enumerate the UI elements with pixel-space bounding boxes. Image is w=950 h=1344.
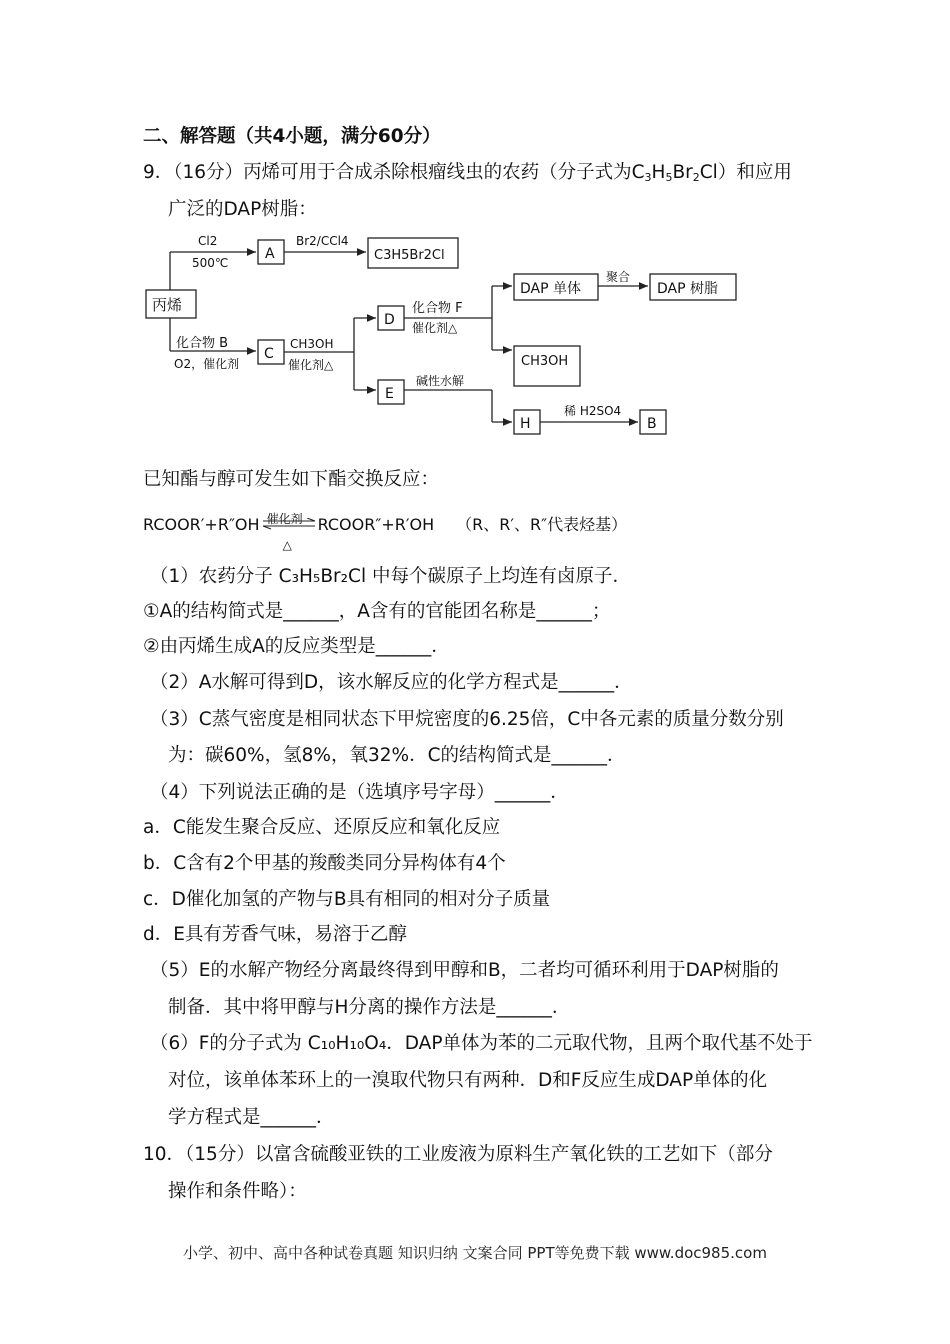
label-H: H (520, 416, 531, 432)
option-a: a．C能发生聚合反应、还原反应和氧化反应 (143, 817, 501, 838)
pesticide-formula: $C_3H_5Br_2Cl$ (631, 162, 718, 184)
q9-part2: （2）A水解可得到D，该水解反应的化学方程式是______． (150, 672, 633, 693)
reaction-heat: △ (282, 538, 292, 552)
q9-part3-line2: 为：碳60%，氢8%，氧32%．C的结构简式是______． (168, 745, 626, 766)
q9-part3-line1: （3）C蒸气密度是相同状态下甲烷密度的6.25倍，C中各元素的质量分数分别 (150, 709, 784, 730)
q9-part6-line1: （6）F的分子式为 C₁₀H₁₀O₄．DAP单体为苯的二元取代物，且两个取代基不处于 (150, 1033, 813, 1054)
q9-part1-1: ①A的结构简式是______，A含有的官能团名称是______； (143, 601, 611, 622)
label-dap-monomer: DAP 单体 (520, 281, 582, 297)
q9-part1: （1）农药分子 C₃H₅Br₂Cl 中每个碳原子上均连有卤原子． (150, 566, 631, 587)
q9-part6-line3: 学方程式是______． (168, 1107, 335, 1128)
q9-part5-line2: 制备．其中将甲醇与H分离的操作方法是______． (168, 997, 571, 1018)
q9-intro-line1 (143, 160, 792, 186)
label-dap-resin: DAP 树脂 (657, 281, 719, 297)
q9-part4: （4）下列说法正确的是（选填序号字母）______． (150, 782, 569, 803)
q10-line1: 10．（15分）以富含硫酸亚铁的工业废液为原料生产氧化铁的工艺如下（部分 (143, 1144, 773, 1165)
q9-part6-line2: 对位，该单体苯环上的一溴取代物只有两种．D和F反应生成DAP单体的化 (168, 1070, 768, 1091)
propylene-label: 丙烯 (152, 296, 183, 314)
reaction-left: RCOOR′+R″OH (143, 515, 260, 534)
page-footer: 小学、初中、高中各种试卷真题 知识归纳 文案合同 PPT等免费下载 www.doc985.com (183, 1244, 767, 1262)
cond-ch3oh: CH3OH (290, 337, 334, 351)
q9-part5-line1: （5）E的水解产物经分离最终得到甲醇和B，二者均可循环利用于DAP树脂的 (150, 960, 779, 981)
cond-compound-F: 化合物 F (412, 301, 463, 316)
q9-intro-b: ）和应用 (717, 162, 792, 183)
q9-part1-2: ②由丙烯生成A的反应类型是______． (143, 636, 450, 657)
cond-500: 500℃ (192, 256, 229, 270)
q9-score: （16分） (173, 162, 244, 183)
cond-h2so4: 稀 H2SO4 (564, 404, 622, 418)
q10-line2: 操作和条件略）： (168, 1181, 307, 1202)
reaction-arrow (261, 512, 317, 552)
cond-compound-B: 化合物 B (176, 336, 229, 351)
label-ch3oh: CH3OH (521, 354, 569, 369)
transesterification-reaction (143, 512, 628, 552)
reaction-right: RCOOR″+R′OH (317, 515, 435, 534)
label-A: A (265, 246, 275, 262)
q9-number: 9． (143, 162, 174, 183)
label-C: C (264, 346, 274, 362)
label-E: E (385, 386, 394, 402)
cond-polymerize: 聚合 (606, 270, 631, 284)
synthesis-flow-diagram (140, 228, 760, 438)
cond-basic-hydrolysis: 碱性水解 (416, 374, 465, 388)
known-statement: 已知酯与醇可发生如下酯交换反应： (143, 469, 440, 490)
option-d: d．E具有芳香气味，易溶于乙醇 (143, 924, 407, 945)
reaction-catalyst: 催化剂 (266, 512, 303, 526)
label-pesticide: C3H5Br2Cl (374, 248, 445, 263)
section-title: 二、解答题（共4小题，满分60分） (143, 126, 441, 147)
cond-o2: O2，催化剂 (174, 357, 240, 371)
q9-intro-line2: 广泛的DAP树脂： (168, 199, 317, 220)
reaction-note: （R、R′、R″代表烃基） (456, 515, 628, 534)
cond-br2: Br2/CCl4 (296, 234, 349, 248)
cond-cat-heat: 催化剂△ (288, 358, 334, 372)
q9-intro-a: 丙烯可用于合成杀除根瘤线虫的农药（分子式为 (243, 162, 632, 183)
label-B: B (647, 416, 657, 432)
label-D: D (384, 312, 395, 328)
option-b: b．C含有2个甲基的羧酸类同分异构体有4个 (143, 853, 506, 874)
cond-cat-heat-2: 催化剂△ (412, 321, 458, 335)
cond-cl2: Cl2 (198, 234, 218, 248)
option-c: c．D催化加氢的产物与B具有相同的相对分子质量 (143, 889, 551, 910)
